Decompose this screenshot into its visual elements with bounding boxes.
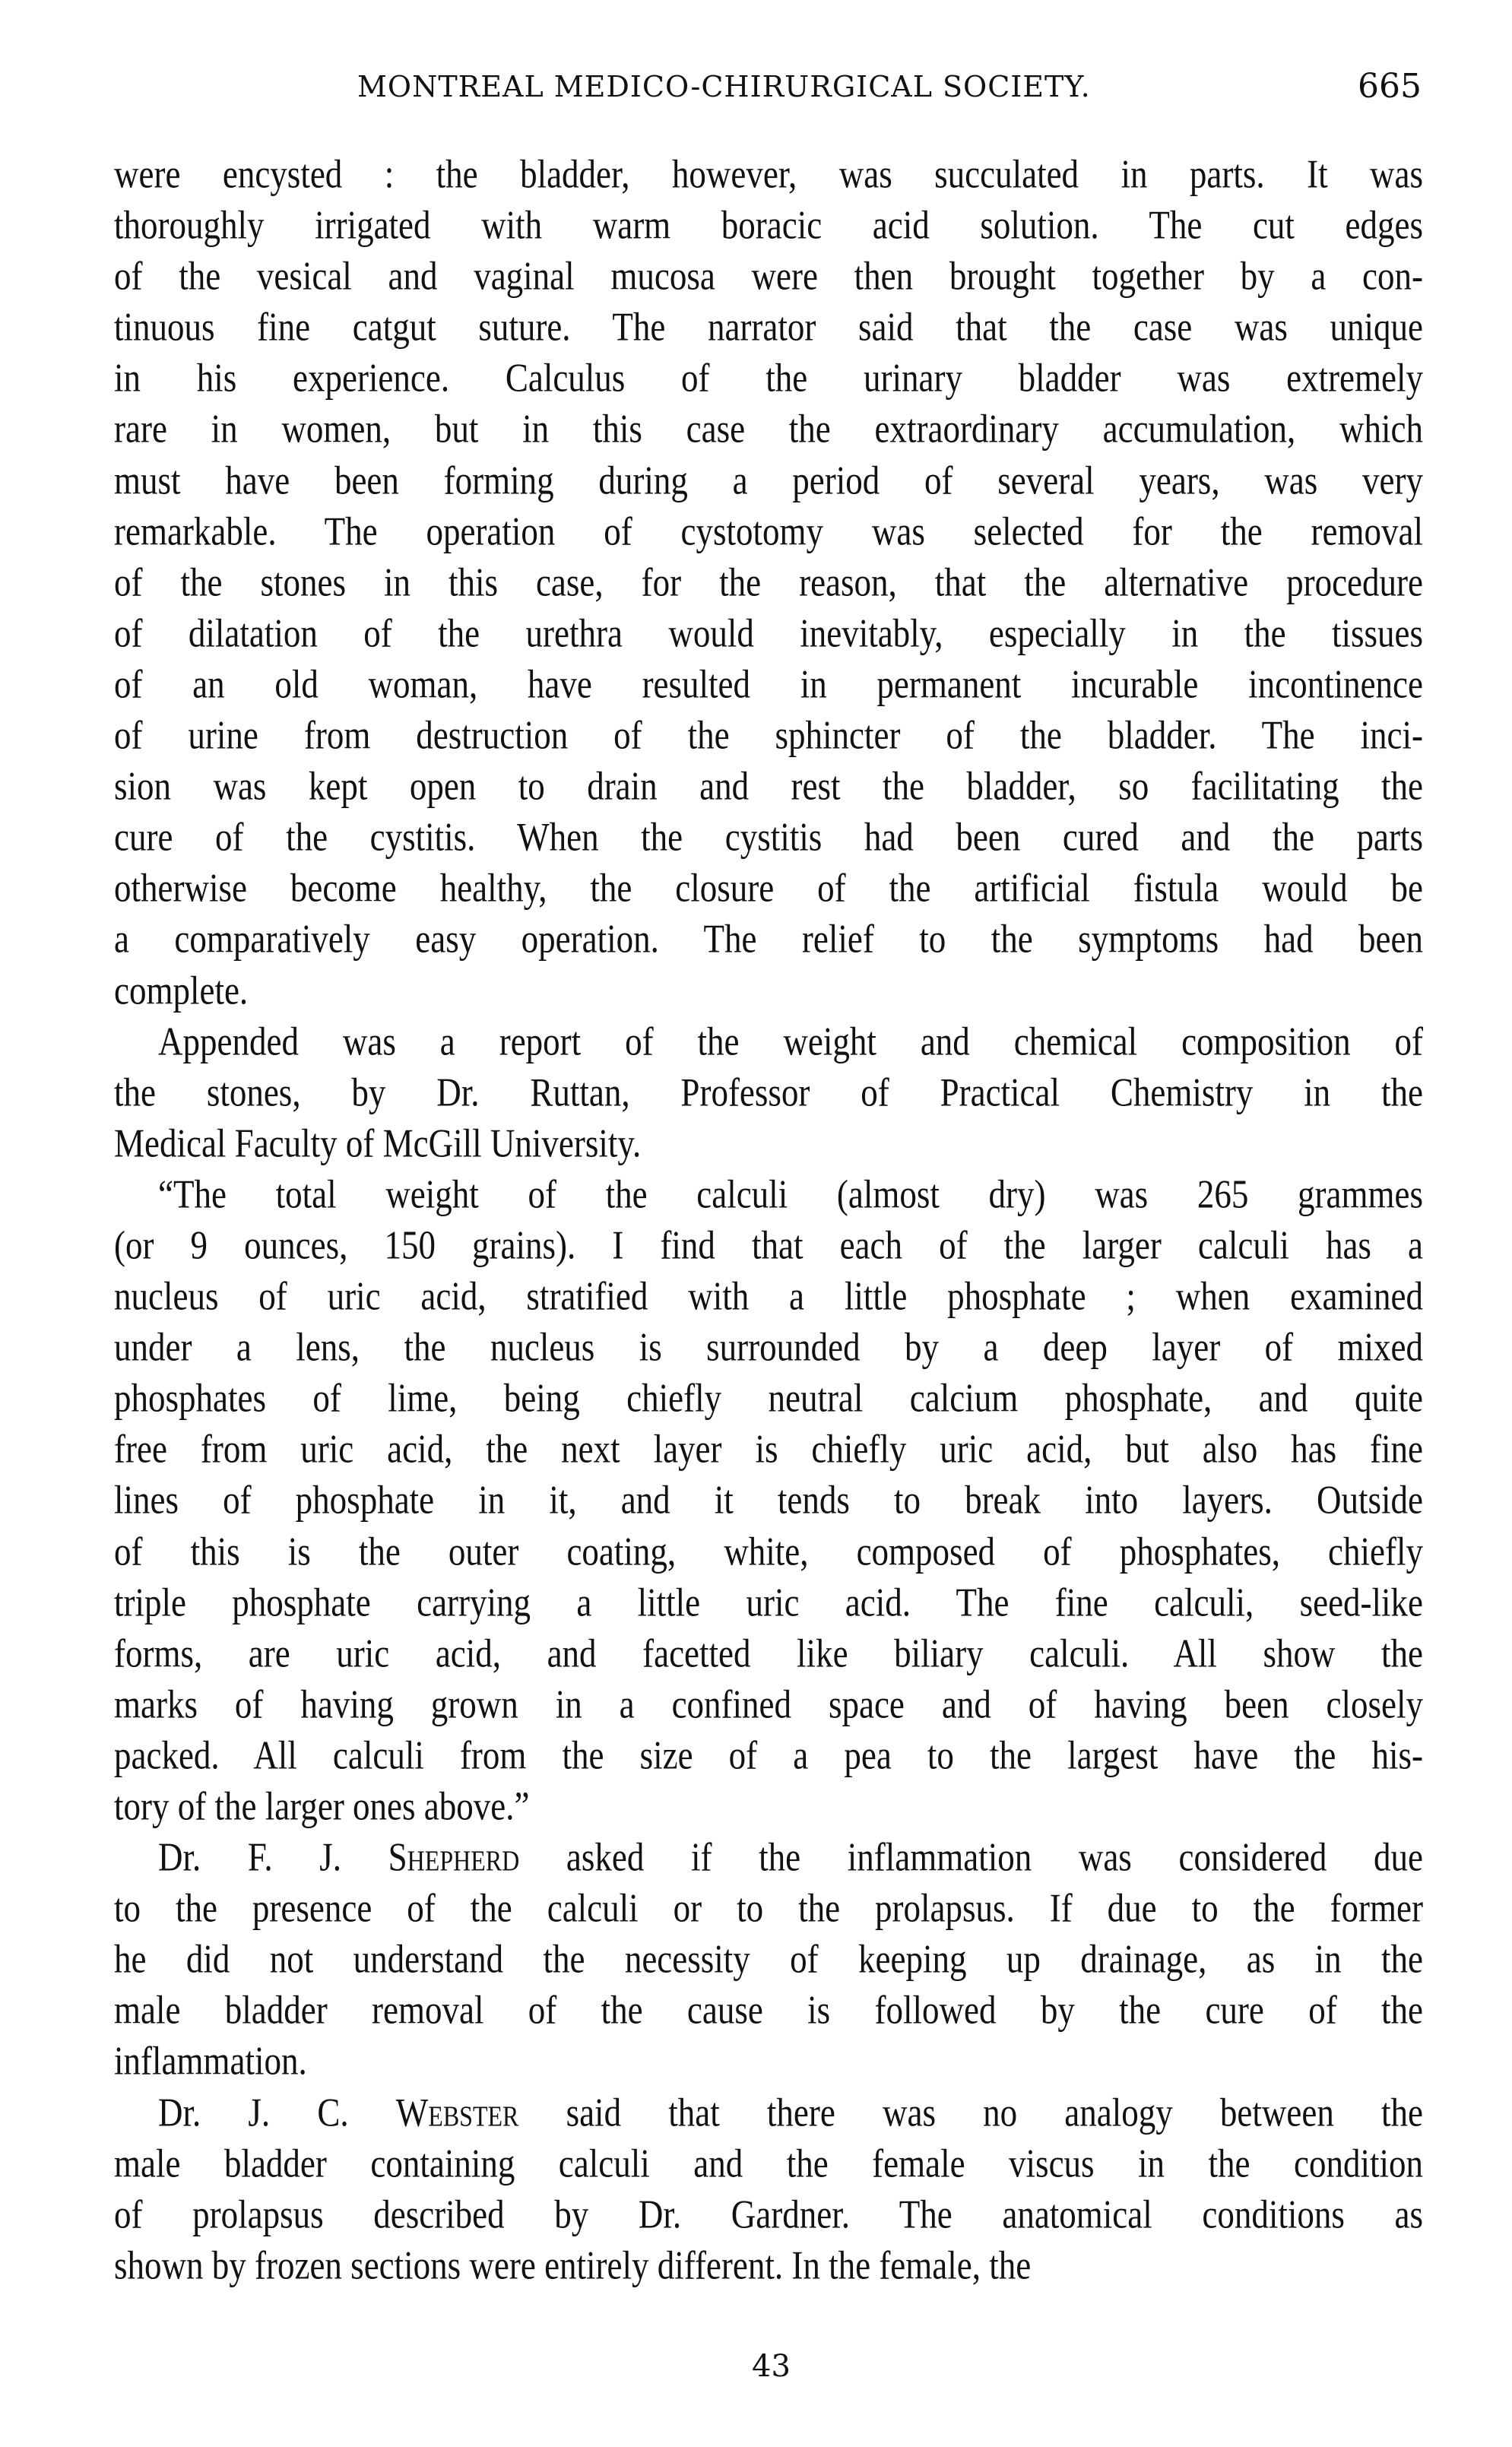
- text-line: nucleus of uric acid, stratified with a little phosphate ; when examined: [114, 1273, 1423, 1319]
- text-line: the stones, by Dr. Ruttan, Professor of Practical Chemistry in the: [114, 1070, 1423, 1115]
- signature-mark: 43: [752, 2349, 791, 2384]
- text-line: tinuous fine catgut suture. The narrator said that the case was unique: [114, 304, 1423, 350]
- text-line: to the presence of the calculi or to the prolapsus. If due to the former: [114, 1885, 1423, 1931]
- speaker-prefix: Dr. F. J.: [158, 1834, 388, 1880]
- text-line: (or 9 ounces, 150 grains). I find that each of the larger calculi has a: [114, 1222, 1423, 1268]
- text-line: must have been forming during a period of several years, was very: [114, 457, 1423, 502]
- text-line: sion was kept open to drain and rest the bladder, so facilitating the: [114, 763, 1423, 809]
- text-line: Medical Faculty of McGill University.: [114, 1120, 642, 1166]
- text-line: male bladder removal of the cause is followed by the cure of the: [114, 1987, 1423, 2033]
- paragraph: [114, 2087, 1423, 2291]
- text-line: rare in women, but in this case the extraordinary accumulation, which: [114, 406, 1423, 452]
- text-line: phosphates of lime, being chiefly neutral calcium phosphate, and quite: [114, 1375, 1423, 1421]
- paragraph: [114, 149, 1423, 1016]
- speaker-name: Shepherd: [388, 1834, 520, 1880]
- text-line: of dilatation of the urethra would inevitably, especially in the tissues: [114, 610, 1423, 656]
- text-line: thoroughly irrigated with warm boracic acid solution. The cut edges: [114, 202, 1423, 248]
- text-line: inflammation.: [114, 2038, 307, 2084]
- text-line: he did not understand the necessity of keeping up drainage, as in the: [114, 1936, 1423, 1982]
- speaker-prefix: Dr. J. C.: [158, 2089, 396, 2135]
- running-head: [357, 67, 1422, 116]
- paragraph: [114, 1832, 1423, 2087]
- text-line: Appended was a report of the weight and chemical composition of: [158, 1018, 1423, 1063]
- text-line: lines of phosphate in it, and it tends to break into layers. Outside: [114, 1477, 1423, 1523]
- text-line: of urine from destruction of the sphincter of the bladder. The inci-: [114, 712, 1423, 758]
- text-line: marks of having grown in a confined space and of having been closely: [114, 1682, 1423, 1727]
- text-line: of prolapsus described by Dr. Gardner. The anatomical conditions as: [114, 2192, 1423, 2237]
- text-line: male bladder containing calculi and the female viscus in the condition: [114, 2141, 1423, 2186]
- text-line: of this is the outer coating, white, composed of phosphates, chiefly: [114, 1528, 1423, 1574]
- paragraph: [114, 1169, 1423, 1832]
- text-line: under a lens, the nucleus is surrounded by a deep layer of mixed: [114, 1324, 1423, 1370]
- text-line: of an old woman, have resulted in permanent incurable incontinence: [114, 661, 1423, 707]
- speaker-remark: said that there was no analogy between the: [518, 2089, 1423, 2135]
- text-line: cure of the cystitis. When the cystitis had been cured and the parts: [114, 814, 1423, 860]
- text-line: remarkable. The operation of cystotomy was selected for the removal: [114, 509, 1423, 554]
- speaker-name: Webster: [395, 2089, 519, 2135]
- text-line: forms, are uric acid, and facetted like biliary calculi. All show the: [114, 1631, 1423, 1676]
- body-text: [114, 149, 1423, 2291]
- text-line: complete.: [114, 967, 249, 1013]
- text-line: in his experience. Calculus of the urinary bladder was extremely: [114, 355, 1423, 401]
- text-line: otherwise become healthy, the closure of the artificial fistula would be: [114, 865, 1423, 911]
- text-line: free from uric acid, the next layer is chiefly uric acid, but also has fine: [114, 1426, 1423, 1472]
- page-number: 665: [1358, 67, 1422, 106]
- text-line: triple phosphate carrying a little uric acid. The fine calculi, seed-like: [114, 1580, 1423, 1625]
- text-line: shown by frozen sections were entirely different. In the female, the: [114, 2243, 1032, 2288]
- text-line: were encysted : the bladder, however, was succulated in parts. It was: [114, 151, 1423, 197]
- paragraph: [114, 1016, 1423, 1169]
- text-line: packed. All calculi from the size of a pea to the largest have the his-: [114, 1732, 1423, 1778]
- running-title: MONTREAL MEDICO-CHIRURGICAL SOCIETY.: [357, 70, 1091, 103]
- text-line: “The total weight of the calculi (almost dry) was 265 grammes: [158, 1171, 1423, 1217]
- text-line: a comparatively easy operation. The relief to the symptoms had been: [114, 916, 1423, 962]
- speaker-remark: asked if the inflammation was considered due: [519, 1834, 1424, 1880]
- text-line: of the vesical and vaginal mucosa were then brought together by a con-: [114, 253, 1423, 299]
- text-line: tory of the larger ones above.”: [114, 1783, 530, 1829]
- text-line: of the stones in this case, for the reason, that the alternative procedure: [114, 559, 1423, 605]
